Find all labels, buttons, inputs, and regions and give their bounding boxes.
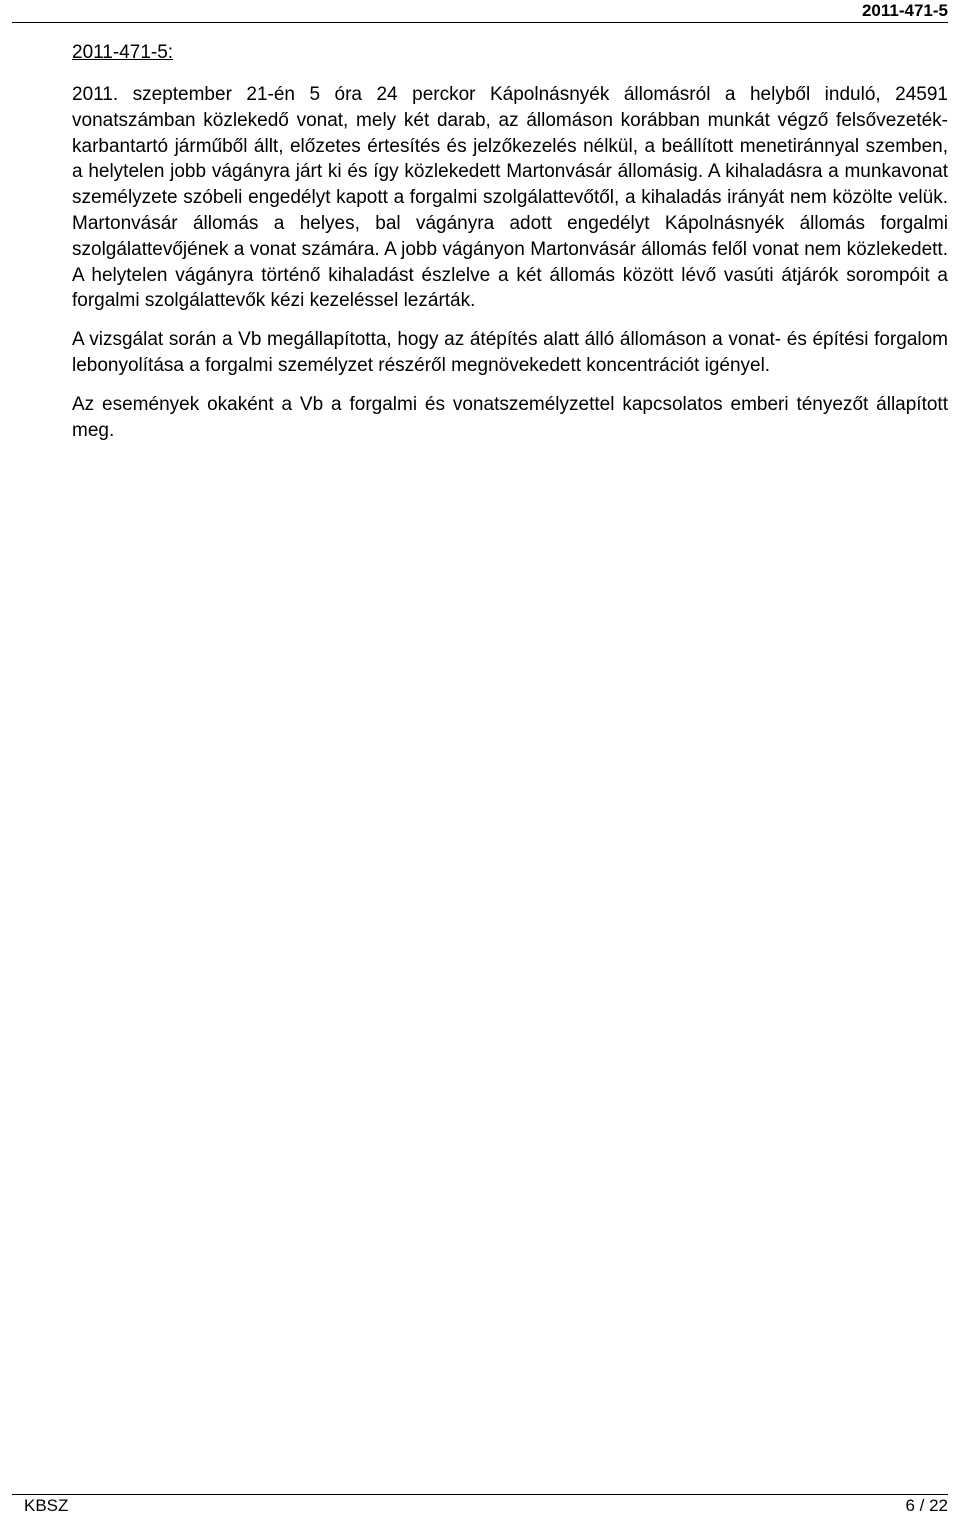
- footer-organization: KBSZ: [24, 1496, 69, 1515]
- running-header-doc-id: 2011-471-5: [861, 1, 948, 20]
- header-divider: [12, 22, 948, 23]
- footer-page-number: 6 / 22: [905, 1496, 948, 1515]
- paragraph-event-description: 2011. szeptember 21-én 5 óra 24 perckor Kápolnásnyék állomásról a helyből induló, 24591 vonatszámban közlekedő vonat, mely két darab, az állomáson korábban munkát végző felsővezeték-karbantartó járműből állt, előzetes értesítés és jelzőkezelés nélkül, a beállított menetiránnyal szemben, a helytelen jobb vágányra járt ki és így közlekedett Martonvásár állomásig. A kihaladásra a munkavonat személyzete szóbeli engedélyt kapott a forgalmi szolgálattevőtől, a kihaladás irányát nem közölte velük. Martonvásár állomás a helyes, bal vágányra adott engedélyt Kápolnásnyék állomás forgalmi szolgálattevőjének a vonat számára. A jobb vágányon Martonvásár állomás felől vonat nem közlekedett. A helytelen vágányra történő kihaladást észlelve a két állomás között lévő vasúti átjárók sorompóit a forgalmi szolgálattevők kézi kezeléssel lezárták.: [72, 84, 948, 312]
- paragraph-investigation-finding: A vizsgálat során a Vb megállapította, hogy az átépítés alatt álló állomáson a vonat- és építési forgalom lebonyolítása a forgalmi személyzet részéről megnövekedett koncentrációt igényel.: [72, 329, 948, 376]
- page-body: [72, 40, 948, 456]
- footer-divider: [12, 1494, 948, 1495]
- paragraph-cause: Az események okaként a Vb a forgalmi és vonatszemélyzettel kapcsolatos emberi tényezőt állapított meg.: [72, 393, 948, 441]
- section-reference: 2011-471-5:: [72, 42, 174, 63]
